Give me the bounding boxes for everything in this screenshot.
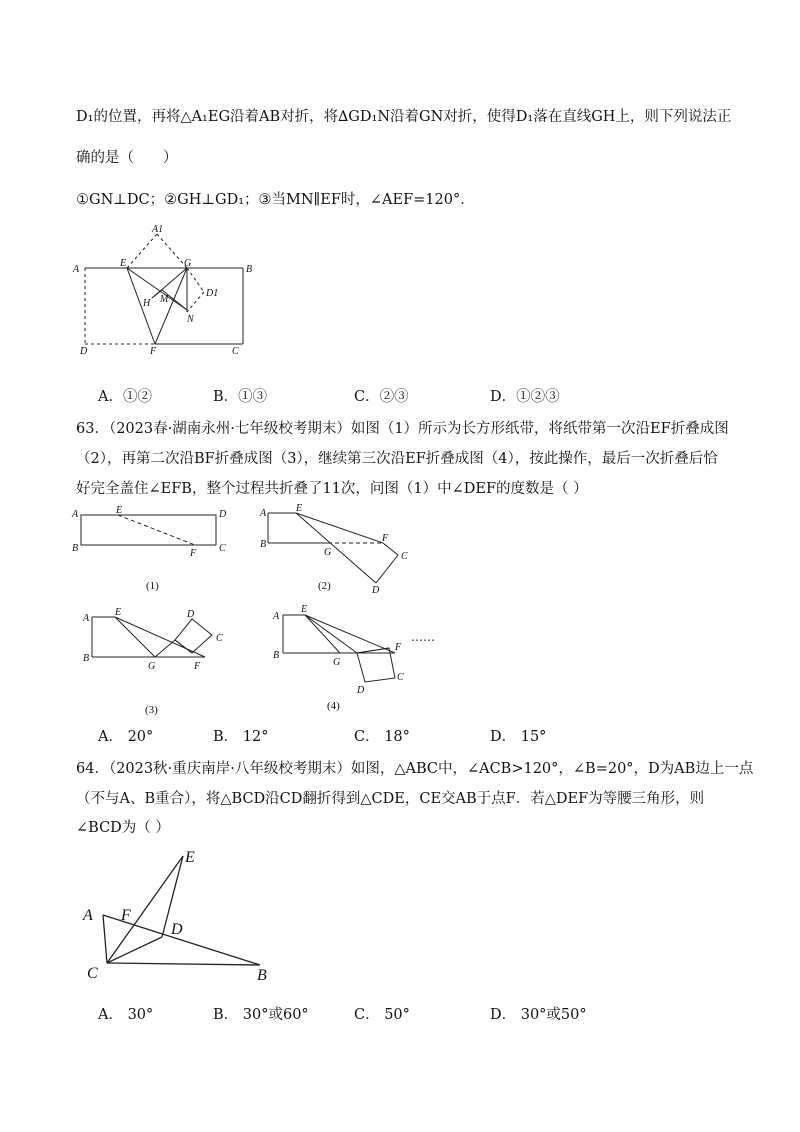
q63-option-d[interactable]: D． 15° [490,729,547,745]
q62-label-C: C [232,346,239,357]
svg-text:D: D [187,609,195,620]
q62-label-A: A [73,264,80,275]
q63-figure-1 [70,503,240,593]
svg-text:B: B [273,650,280,661]
svg-text:F: F [382,533,389,544]
q64-label-D: D [171,921,183,938]
svg-text:D: D [357,685,365,696]
svg-text:E: E [115,607,122,618]
q63-caption-1: (1) [146,580,159,592]
q63-ellipsis: …… [411,630,435,644]
svg-text:F: F [395,642,402,653]
q63-text-line-1: 63．（2023春·湖南永州·七年级校考期末）如图（1）所示为长方形纸带，将纸带第一次沿EF折叠成图 [76,421,729,437]
q64-text-line-1: 64．（2023秋·重庆南岸·八年级校考期末）如图，△ABC中，∠ACB>120°，∠B=20°，D为AB边上一点 [76,761,754,777]
q64-option-d[interactable]: D． 30°或50° [490,1007,587,1023]
q63-figure-3 [80,605,240,715]
q62-text-line-1: D₁的位置，再将△A₁EG沿着AB对折，将∆GD₁N沿着GN对折，使得D₁落在直线GH上，则下列说法正 [76,109,732,125]
q62-label-N: N [187,314,194,325]
q62-label-G: G [184,258,192,269]
svg-text:F: F [194,661,201,672]
q62-option-d[interactable]: D．①②③ [490,389,560,405]
svg-text:B: B [83,653,90,664]
svg-text:D: D [372,585,380,596]
svg-text:A: A [72,509,79,520]
q62-label-A1: A1 [152,224,164,235]
q63-option-b[interactable]: B． 12° [213,729,269,745]
svg-text:C: C [216,633,223,644]
q62-text-line-3: ①GN⊥DC；②GH⊥GD₁；③当MN∥EF时，∠AEF=120°． [76,192,475,208]
q63-figure-4 [265,600,455,715]
svg-text:B: B [72,543,79,554]
svg-text:G: G [333,657,341,668]
q62-text-line-2: 确的是（ ） [76,150,178,166]
svg-text:C: C [397,672,404,683]
q64-text-line-2: （不与A、B重合），将△BCD沿CD翻折得到△CDE，CE交AB于点F．若△DEF为等腰三角形，则 [76,791,705,807]
q64-label-E: E [185,849,195,866]
q64-figure [75,840,295,990]
q64-label-F: F [121,907,131,924]
q63-text-line-2: （2），再第二次沿BF折叠成图（3），继续第三次沿EF折叠成图（4），按此操作，最后一次折叠后恰 [76,451,718,467]
q62-label-D: D [80,346,88,357]
svg-text:C: C [401,551,408,562]
q64-text-line-3: ∠BCD为（ ） [76,820,170,836]
q62-option-a[interactable]: A．①② [98,389,152,405]
q62-label-E: E [120,258,127,269]
svg-text:E: E [116,505,123,516]
q62-label-B: B [246,264,253,275]
q64-option-b[interactable]: B． 30°或60° [213,1007,309,1023]
q62-label-D1: D1 [206,288,219,299]
q63-text-line-3: 好完全盖住∠EFB，整个过程共折叠了11次，问图（1）中∠DEF的度数是（ ） [76,481,588,497]
q63-option-c[interactable]: C． 18° [354,729,410,745]
q62-option-b[interactable]: B．①③ [213,389,268,405]
svg-text:F: F [190,548,197,559]
svg-text:G: G [148,661,156,672]
q62-label-F: F [150,346,157,357]
svg-text:G: G [324,547,332,558]
q62-figure [70,220,260,360]
q63-caption-3: (3) [145,704,158,715]
q64-label-C: C [87,965,98,982]
q63-caption-2: (2) [318,580,331,592]
q64-label-B: B [257,967,267,984]
q64-label-A: A [83,907,93,924]
q63-caption-4: (4) [327,700,340,712]
q62-label-H: H [143,298,151,309]
svg-text:C: C [219,543,226,554]
q62-label-M: M [160,294,169,305]
svg-text:B: B [260,539,267,550]
svg-text:A: A [83,613,90,624]
svg-text:A: A [260,508,267,519]
q64-option-c[interactable]: C． 50° [354,1007,410,1023]
q62-option-c[interactable]: C．②③ [354,389,409,405]
svg-text:E: E [296,503,303,514]
svg-text:E: E [301,604,308,615]
q63-figure-2 [258,503,428,598]
q63-option-a[interactable]: A． 20° [98,729,154,745]
svg-text:D: D [219,509,227,520]
q64-option-a[interactable]: A． 30° [98,1007,154,1023]
svg-text:A: A [273,611,280,622]
